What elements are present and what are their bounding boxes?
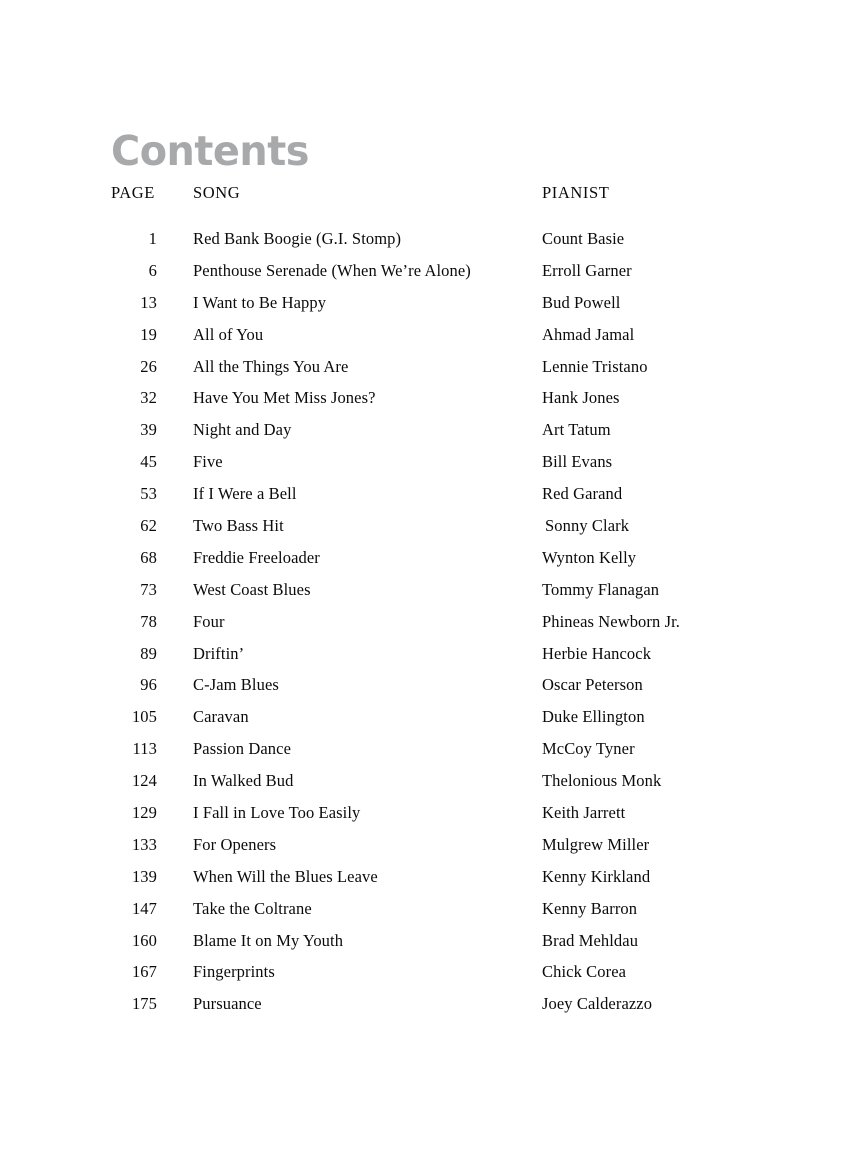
table-row bbox=[111, 516, 771, 548]
cell-song-title: Passion Dance bbox=[193, 739, 291, 759]
table-row bbox=[111, 739, 771, 771]
cell-pianist-name: Chick Corea bbox=[542, 962, 627, 982]
table-row bbox=[111, 707, 771, 739]
cell-page-number: 124 bbox=[131, 771, 157, 791]
cell-pianist-name: Duke Ellington bbox=[542, 707, 645, 727]
cell-page-number: 13 bbox=[140, 292, 157, 312]
table-body bbox=[111, 229, 771, 1026]
cell-song-title: Driftin’ bbox=[193, 643, 245, 663]
cell-page-number: 105 bbox=[131, 707, 157, 727]
table-row bbox=[111, 548, 771, 580]
table-row bbox=[111, 420, 771, 452]
cell-song-title: I Fall in Love Too Easily bbox=[193, 803, 361, 823]
cell-pianist-name: Count Basie bbox=[542, 229, 625, 248]
contents-table bbox=[111, 183, 771, 1026]
cell-song-title: All of You bbox=[193, 324, 264, 344]
cell-song-title: Caravan bbox=[193, 707, 249, 727]
table-row bbox=[111, 675, 771, 707]
cell-pianist-name: Bill Evans bbox=[542, 452, 613, 472]
cell-page-number: 113 bbox=[132, 739, 157, 759]
cell-pianist-name: Ahmad Jamal bbox=[542, 324, 635, 344]
cell-song-title: All the Things You Are bbox=[193, 356, 349, 376]
table-row bbox=[111, 261, 771, 293]
column-header-page: PAGE bbox=[111, 183, 155, 202]
cell-pianist-name: Herbie Hancock bbox=[542, 643, 652, 663]
cell-pianist-name: Bud Powell bbox=[542, 292, 621, 312]
cell-page-number: 1 bbox=[148, 229, 157, 248]
cell-song-title: Night and Day bbox=[193, 420, 292, 440]
table-row bbox=[111, 580, 771, 612]
table-row bbox=[111, 452, 771, 484]
table-row bbox=[111, 325, 771, 357]
cell-pianist-name: Kenny Barron bbox=[542, 898, 638, 918]
cell-page-number: 73 bbox=[140, 579, 157, 599]
cell-song-title: Two Bass Hit bbox=[193, 516, 284, 536]
cell-page-number: 62 bbox=[140, 516, 157, 536]
cell-song-title: For Openers bbox=[193, 834, 277, 854]
cell-page-number: 19 bbox=[140, 324, 157, 344]
table-row bbox=[111, 484, 771, 516]
cell-pianist-name: Erroll Garner bbox=[542, 260, 632, 280]
table-row bbox=[111, 229, 771, 261]
cell-page-number: 78 bbox=[140, 611, 157, 631]
cell-pianist-name: Brad Mehldau bbox=[542, 930, 639, 950]
cell-page-number: 45 bbox=[140, 452, 157, 472]
cell-pianist-name: Red Garand bbox=[542, 484, 623, 504]
cell-pianist-name: Sonny Clark bbox=[545, 516, 630, 536]
cell-page-number: 53 bbox=[140, 484, 157, 504]
cell-pianist-name: McCoy Tyner bbox=[542, 739, 635, 759]
cell-pianist-name: Hank Jones bbox=[542, 388, 620, 408]
cell-song-title: In Walked Bud bbox=[193, 771, 294, 791]
table-row bbox=[111, 388, 771, 420]
cell-page-number: 175 bbox=[131, 994, 157, 1014]
cell-song-title: Penthouse Serenade (When We’re Alone) bbox=[193, 260, 471, 280]
cell-pianist-name: Tommy Flanagan bbox=[542, 579, 660, 599]
cell-page-number: 96 bbox=[140, 675, 157, 695]
table-row bbox=[111, 867, 771, 899]
cell-song-title: Red Bank Boogie (G.I. Stomp) bbox=[193, 229, 402, 248]
cell-page-number: 39 bbox=[140, 420, 157, 440]
column-header-pianist: PIANIST bbox=[542, 183, 610, 202]
cell-song-title: Five bbox=[193, 452, 223, 472]
cell-page-number: 129 bbox=[131, 803, 157, 823]
table-row bbox=[111, 835, 771, 867]
table-row bbox=[111, 931, 771, 963]
cell-pianist-name: Mulgrew Miller bbox=[542, 834, 650, 854]
cell-pianist-name: Art Tatum bbox=[542, 420, 611, 440]
cell-pianist-name: Phineas Newborn Jr. bbox=[542, 611, 681, 631]
cell-page-number: 89 bbox=[140, 643, 157, 663]
cell-pianist-name: Wynton Kelly bbox=[542, 547, 637, 567]
cell-song-title: Fingerprints bbox=[193, 962, 275, 982]
cell-song-title: If I Were a Bell bbox=[193, 484, 297, 504]
cell-pianist-name: Lennie Tristano bbox=[542, 356, 648, 376]
cell-page-number: 133 bbox=[131, 834, 157, 854]
column-header-song: SONG bbox=[193, 183, 241, 202]
cell-page-number: 160 bbox=[131, 930, 157, 950]
table-row bbox=[111, 803, 771, 835]
cell-song-title: Have You Met Miss Jones? bbox=[193, 388, 376, 408]
table-row bbox=[111, 899, 771, 931]
table-row bbox=[111, 994, 771, 1026]
cell-song-title: Blame It on My Youth bbox=[193, 930, 344, 950]
cell-song-title: Take the Coltrane bbox=[193, 898, 312, 918]
cell-pianist-name: Keith Jarrett bbox=[542, 803, 626, 823]
table-row bbox=[111, 612, 771, 644]
cell-page-number: 139 bbox=[131, 866, 157, 886]
cell-song-title: Pursuance bbox=[193, 994, 262, 1014]
page-title: Contents bbox=[111, 127, 309, 176]
cell-pianist-name: Joey Calderazzo bbox=[542, 994, 653, 1014]
table-row bbox=[111, 962, 771, 994]
cell-song-title: I Want to Be Happy bbox=[193, 292, 327, 312]
table-header-row bbox=[111, 183, 771, 229]
cell-song-title: Freddie Freeloader bbox=[193, 547, 320, 567]
table-row bbox=[111, 293, 771, 325]
cell-page-number: 32 bbox=[140, 388, 157, 408]
table-row bbox=[111, 644, 771, 676]
table-row bbox=[111, 357, 771, 389]
cell-page-number: 167 bbox=[131, 962, 157, 982]
cell-song-title: C-Jam Blues bbox=[193, 675, 279, 695]
cell-page-number: 147 bbox=[131, 898, 157, 918]
table-row bbox=[111, 771, 771, 803]
cell-page-number: 26 bbox=[140, 356, 157, 376]
cell-pianist-name: Thelonious Monk bbox=[542, 771, 662, 791]
cell-song-title: Four bbox=[193, 611, 225, 631]
cell-pianist-name: Kenny Kirkland bbox=[542, 866, 651, 886]
cell-song-title: West Coast Blues bbox=[193, 579, 311, 599]
cell-song-title: When Will the Blues Leave bbox=[193, 866, 378, 886]
cell-pianist-name: Oscar Peterson bbox=[542, 675, 643, 695]
cell-page-number: 6 bbox=[148, 260, 157, 280]
cell-page-number: 68 bbox=[140, 547, 157, 567]
